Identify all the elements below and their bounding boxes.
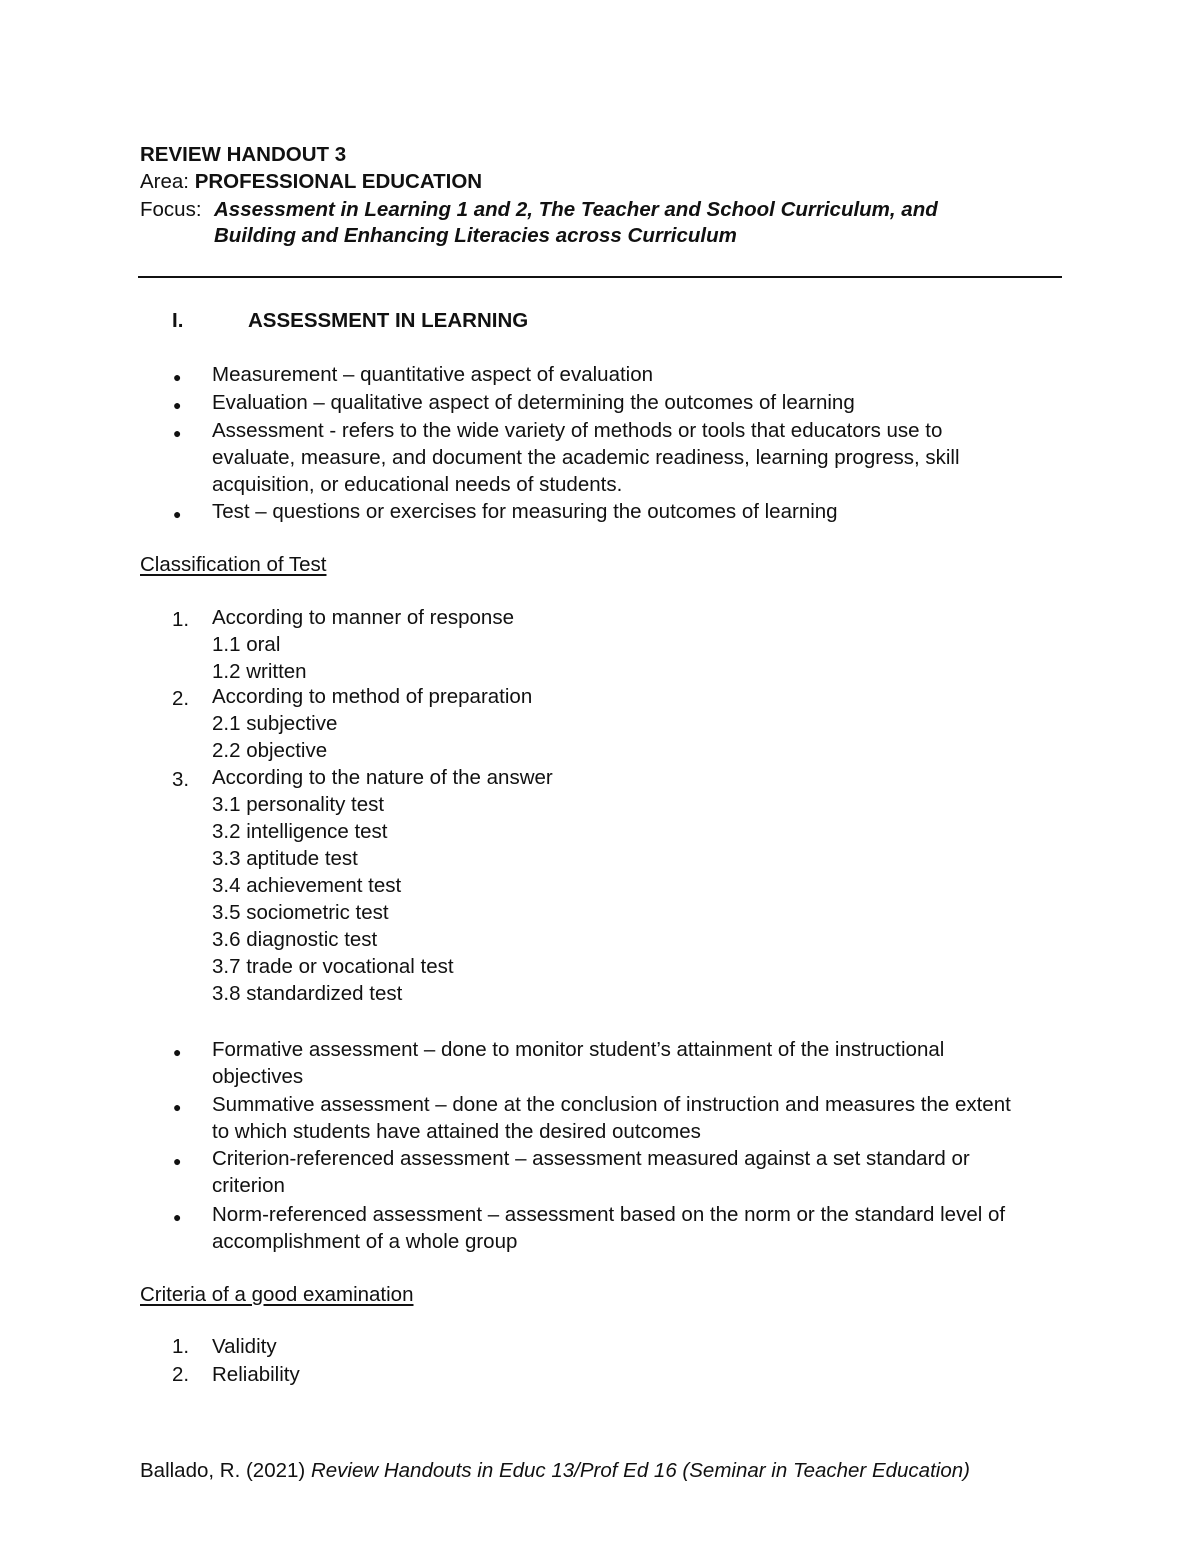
criteria-heading: Criteria of a good examination: [140, 1283, 414, 1306]
footer-citation: [140, 1461, 970, 1482]
bullet-icon: ●: [173, 397, 182, 413]
sub-item: 1.1 oral: [212, 633, 281, 656]
section-number: I.: [172, 309, 184, 332]
focus-label: Focus:: [140, 198, 202, 221]
sub-item: 2.2 objective: [212, 739, 328, 762]
list-item-line: Norm-referenced assessment – assessment based on the norm or the standard level of: [212, 1203, 1006, 1226]
list-item: [212, 1036, 944, 1090]
bullet-icon: ●: [173, 425, 182, 441]
criteria-item: Validity: [212, 1335, 277, 1358]
list-number: 2.: [172, 687, 190, 710]
list-item: [212, 764, 553, 1007]
bullet-icon: ●: [173, 1044, 182, 1060]
bullet-icon: ●: [173, 369, 182, 385]
sub-item: 2.1 subjective: [212, 712, 338, 735]
list-item: [212, 1201, 1005, 1255]
focus-line-2: Building and Enhancing Literacies across Curriculum: [214, 224, 737, 247]
list-item-label: According to manner of response: [212, 606, 514, 629]
list-item-line: criterion: [212, 1174, 285, 1197]
sub-item: 3.1 personality test: [212, 793, 385, 816]
sub-item: 3.8 standardized test: [212, 982, 403, 1005]
sub-item: 3.4 achievement test: [212, 874, 402, 897]
list-number: 2.: [172, 1363, 190, 1386]
handout-title: REVIEW HANDOUT 3: [140, 143, 347, 166]
list-item-line: Summative assessment – done at the conclusion of instruction and measures the extent: [212, 1093, 1011, 1116]
list-item-line: acquisition, or educational needs of students.: [212, 473, 623, 496]
sub-item: 3.5 sociometric test: [212, 901, 389, 924]
list-item: [212, 498, 838, 525]
sub-item: 3.7 trade or vocational test: [212, 955, 454, 978]
focus-line-1: Assessment in Learning 1 and 2, The Teacher and School Curriculum, and: [214, 198, 938, 221]
list-item: [212, 1145, 970, 1199]
footer-source-title: Review Handouts in Educ 13/Prof Ed 16 (Seminar in Teacher Education): [310, 1459, 970, 1482]
bullet-icon: ●: [173, 506, 182, 522]
bullet-icon: ●: [173, 1209, 182, 1225]
list-item: [212, 389, 855, 416]
list-number: 3.: [172, 768, 190, 791]
list-item-line: Assessment - refers to the wide variety of methods or tools that educators use to: [212, 419, 943, 442]
sub-item: 3.6 diagnostic test: [212, 928, 378, 951]
list-number: 1.: [172, 608, 190, 631]
list-item-line: Test – questions or exercises for measuring the outcomes of learning: [212, 500, 838, 523]
area-line: [140, 172, 482, 193]
list-item-line: Formative assessment – done to monitor student’s attainment of the instructional: [212, 1038, 945, 1061]
list-item-line: Evaluation – qualitative aspect of determining the outcomes of learning: [212, 391, 855, 414]
section-title: ASSESSMENT IN LEARNING: [248, 309, 529, 332]
footer-author: Ballado, R. (2021): [140, 1459, 311, 1482]
sub-item: 3.3 aptitude test: [212, 847, 358, 870]
list-item-line: Criterion-referenced assessment – assessment measured against a set standard or: [212, 1147, 970, 1170]
list-item-line: Measurement – quantitative aspect of evaluation: [212, 363, 654, 386]
list-item-line: to which students have attained the desired outcomes: [212, 1120, 701, 1143]
list-item-label: According to the nature of the answer: [212, 766, 553, 789]
list-item: [212, 604, 514, 685]
area-label: Area:: [140, 170, 189, 193]
area-value: PROFESSIONAL EDUCATION: [194, 170, 483, 193]
list-item-line: accomplishment of a whole group: [212, 1230, 518, 1253]
list-item-line: objectives: [212, 1065, 304, 1088]
list-item: [212, 683, 532, 764]
list-item: [212, 361, 653, 388]
list-item: [212, 1091, 1011, 1145]
sub-item: 1.2 written: [212, 660, 307, 683]
horizontal-rule: [138, 276, 1062, 278]
sub-item: 3.2 intelligence test: [212, 820, 388, 843]
criteria-item: Reliability: [212, 1363, 300, 1386]
list-item: [212, 417, 960, 498]
bullet-icon: ●: [173, 1153, 182, 1169]
list-item-line: evaluate, measure, and document the academic readiness, learning progress, skill: [212, 446, 960, 469]
bullet-icon: ●: [173, 1099, 182, 1115]
list-item-label: According to method of preparation: [212, 685, 533, 708]
list-number: 1.: [172, 1335, 190, 1358]
classification-heading: Classification of Test: [140, 553, 327, 576]
